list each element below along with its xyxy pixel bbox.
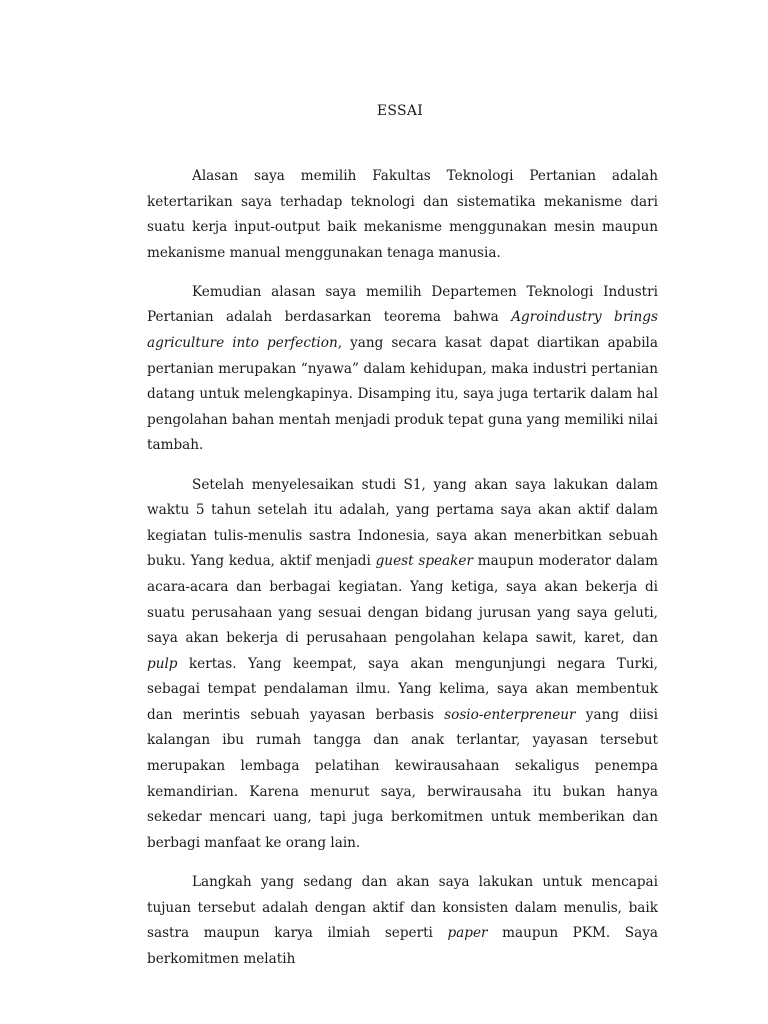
paragraph-4 xyxy=(147,870,658,972)
essay-body xyxy=(147,164,658,986)
paragraph-2 xyxy=(147,280,658,459)
paragraph-3-text-c: kertas. Yang keempat, saya akan mengunjungi negara Turki, sebagai tempat pendalaman ilmu. Yang kelima, saya akan membentuk dan merintis sebuah yayasan berbasis xyxy=(147,655,658,723)
essay-title: ESSAI xyxy=(376,103,424,119)
paragraph-1 xyxy=(147,164,658,266)
paragraph-3-text-d: yang diisi kalangan ibu rumah tangga dan anak terlantar, yayasan tersebut merupakan lembaga pelatihan kewirausahaan sekaligus penempa kemandirian. Karena menurut saya, berwirausaha itu bukan hanya sekedar mencari uang, tapi juga berkomitmen untuk memberikan dan berbagi manfaat ke orang lain. xyxy=(147,706,658,851)
paragraph-4-text-b: maupun PKM. Saya berkomitmen melatih xyxy=(147,925,658,967)
paragraph-3-italic-pulp: pulp xyxy=(147,655,178,672)
paragraph-2-text-a: Kemudian alasan saya memilih Departemen Teknologi Industri Pertanian adalah berdasarkan teorema bahwa xyxy=(147,283,658,326)
paragraph-2-text-b: , yang secara kasat dapat diartikan apabila pertanian merupakan “nyawa” dalam kehidupan, maka industri pertanian datang untuk melengkapinya. Disamping itu, saya juga tertarik dalam hal pengolahan bahan mentah menjadi produk tepat guna yang memiliki nilai tambah. xyxy=(147,335,658,454)
paragraph-3-text-b: maupun moderator dalam acara-acara dan berbagai kegiatan. Yang ketiga, saya akan bekerja di suatu perusahaan yang sesuai dengan bidang jurusan yang saya geluti, saya akan bekerja di perusahaan pengolahan kelapa sawit, karet, dan xyxy=(147,553,658,647)
paragraph-3-text-a: Setelah menyelesaikan studi S1, yang akan saya lakukan dalam waktu 5 tahun setelah itu adalah, yang pertama saya akan aktif dalam kegiatan tulis-menulis sastra Indonesia, saya akan menerbitkan sebuah buku. Yang kedua, aktif menjadi xyxy=(147,476,658,570)
paragraph-1-text: Alasan saya memilih Fakultas Teknologi Pertanian adalah ketertarikan saya terhadap teknologi dan sistematika mekanisme dari suatu kerja input-output baik mekanisme menggunakan mesin maupun mekanisme manual menggunakan tenaga manusia. xyxy=(147,168,658,261)
paragraph-2-italic-phrase: Agroindustry brings agriculture into perfection xyxy=(147,309,658,352)
paragraph-4-text-a: Langkah yang sedang dan akan saya lakukan untuk mencapai tujuan tersebut adalah dengan aktif dan konsisten dalam menulis, baik sastra maupun karya ilmiah seperti xyxy=(147,873,658,942)
paragraph-3-italic-sosio: sosio-enterpreneur xyxy=(444,706,576,723)
paragraph-3-italic-guest-speaker: guest speaker xyxy=(375,553,473,570)
paragraph-4-italic-paper: paper xyxy=(447,925,488,942)
paragraph-3 xyxy=(147,473,658,857)
